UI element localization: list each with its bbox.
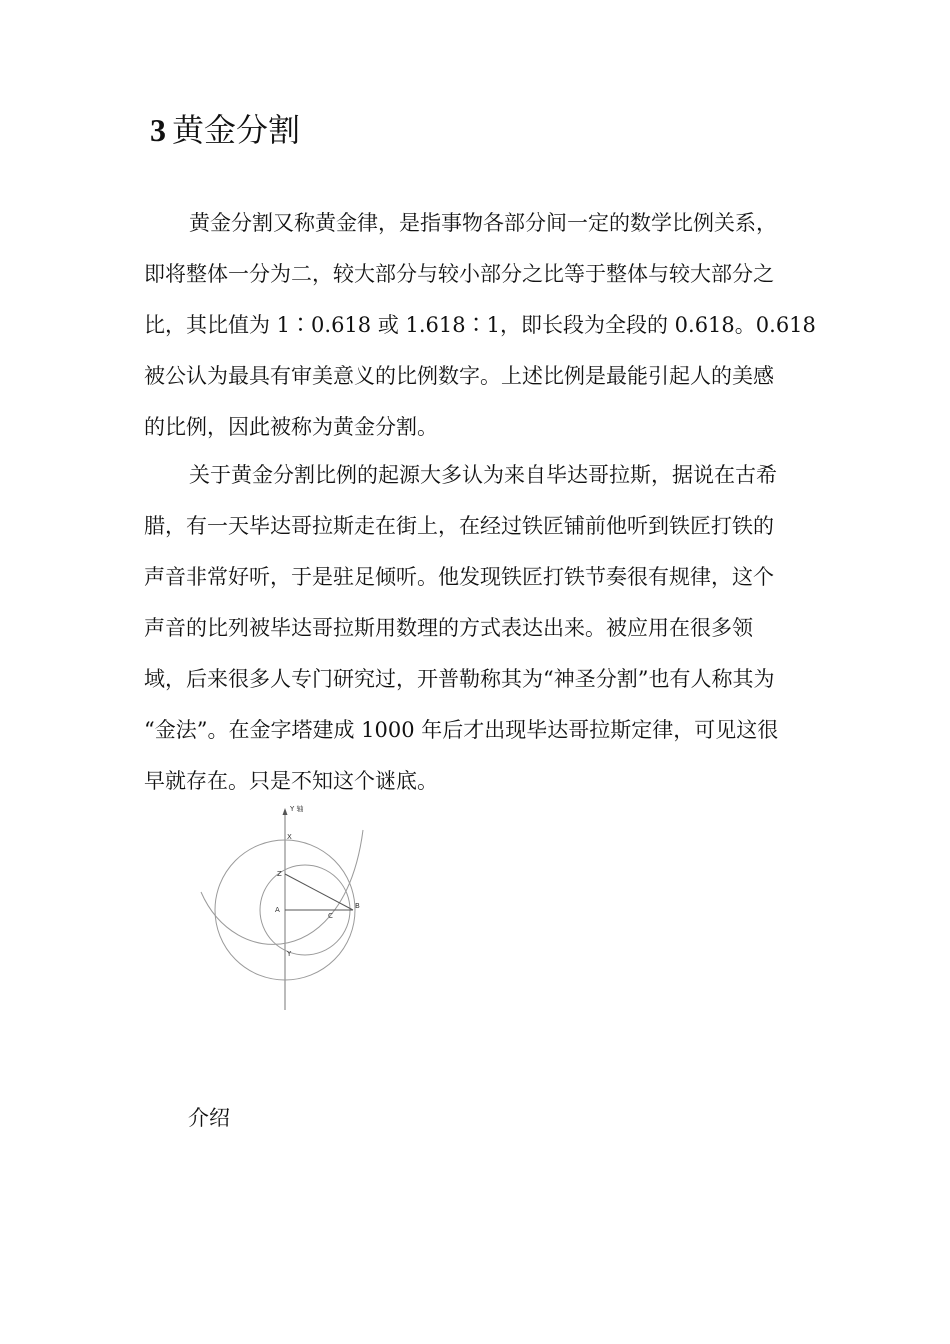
point-label-b: B (355, 902, 360, 910)
paragraph-line: 声音的比列被毕达哥拉斯用数理的方式表达出来。被应用在很多领 (144, 616, 753, 640)
y-axis-arrowhead (283, 808, 288, 815)
paragraph-line: 黄金分割又称黄金律，是指事物各部分间一定的数学比例关系， (189, 211, 777, 235)
paragraph-line: 关于黄金分割比例的起源大多认为来自毕达哥拉斯，据说在古希 (189, 463, 777, 487)
paragraph-line: 被公认为最具有审美意义的比例数字。上述比例是最能引起人的美感 (144, 364, 774, 388)
section-intro-label: 介绍 (188, 1106, 230, 1130)
paragraph-line: 的比例，因此被称为黄金分割。 (144, 415, 438, 439)
paragraph-golden-ratio-definition (144, 198, 816, 453)
point-label-z: Z (277, 870, 282, 878)
paragraph-line: “金法”。在金字塔建成 1000 年后才出现毕达哥拉斯定律，可见这很 (144, 718, 779, 742)
paragraph-golden-ratio-origin (144, 450, 812, 807)
point-label-c: C (328, 912, 333, 920)
section-number: 3 (150, 112, 166, 148)
section-heading (150, 108, 300, 152)
point-label-x: X (287, 833, 292, 841)
construction-arc (201, 830, 363, 944)
paragraph-line: 比，其比值为 1∶0.618 或 1.618∶1，即长段为全段的 0.618。0.618 (144, 313, 816, 337)
point-label-a: A (275, 906, 280, 914)
golden-section-construction-figure (195, 800, 375, 1015)
paragraph-line: 即将整体一分为二，较大部分与较小部分之比等于整体与较大部分之 (144, 262, 774, 286)
section-title: 黄金分割 (172, 111, 301, 149)
paragraph-line: 域，后来很多人专门研究过，开普勒称其为“神圣分割”也有人称其为 (144, 667, 775, 691)
y-axis-label: Y 轴 (290, 805, 304, 813)
paragraph-line: 腊，有一天毕达哥拉斯走在街上，在经过铁匠铺前他听到铁匠打铁的 (144, 514, 774, 538)
segment-zb (285, 874, 353, 910)
paragraph-line: 早就存在。只是不知这个谜底。 (144, 769, 438, 793)
paragraph-line: 声音非常好听，于是驻足倾听。他发现铁匠打铁节奏很有规律，这个 (144, 565, 774, 589)
point-label-y: Y (287, 950, 292, 958)
construction-diagram (195, 800, 375, 1015)
